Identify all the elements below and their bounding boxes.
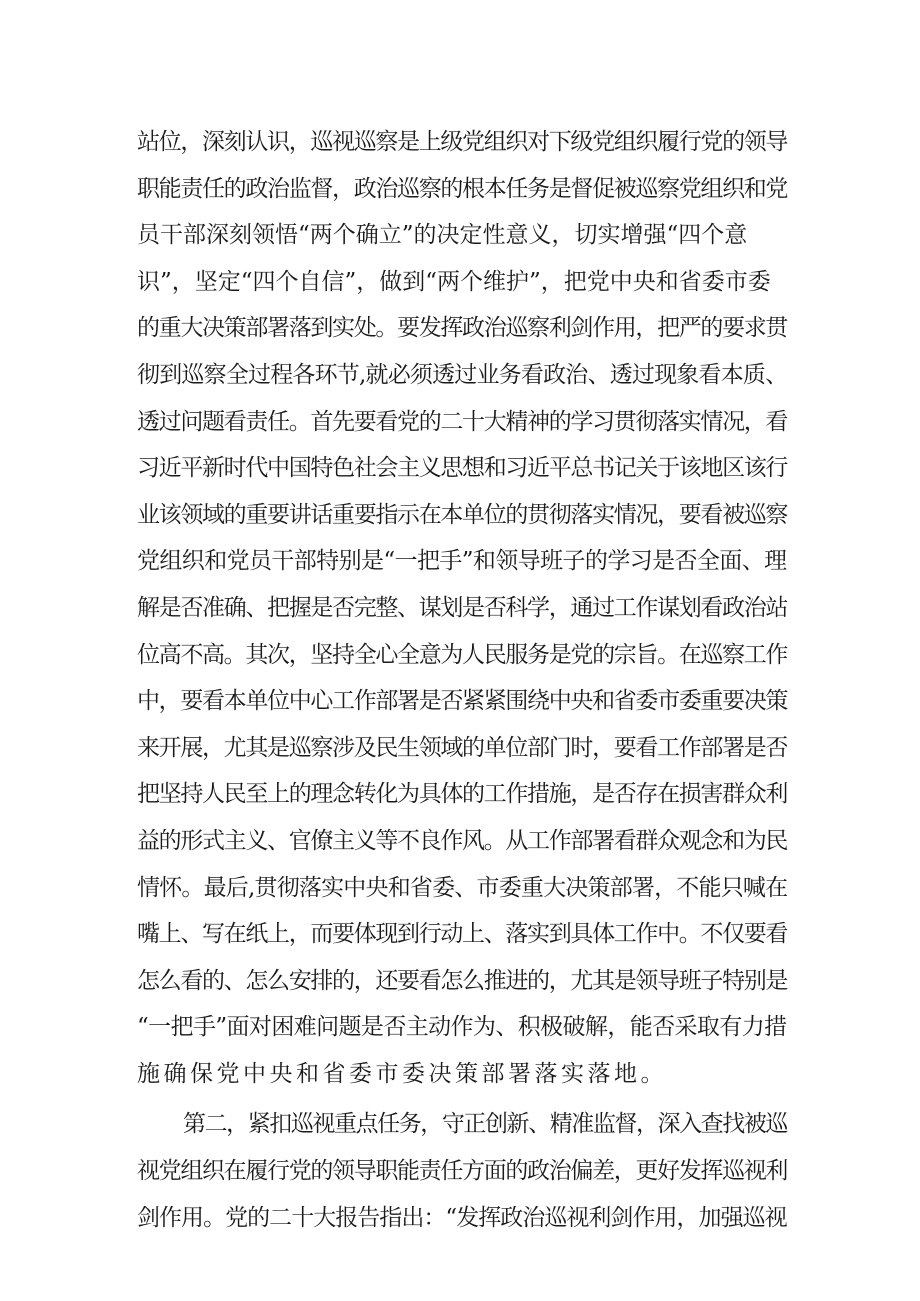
text-line: 益的形式主义、官僚主义等不良作风。从工作部署看群众观念和为民 bbox=[137, 827, 788, 854]
text-line: 施确保党中央和省委市委决策部署落实落地。 bbox=[137, 1060, 667, 1087]
text-line: 情怀。最后,贯彻落实中央和省委、市委重大决策部署，不能只喊在 bbox=[137, 874, 788, 901]
body-text bbox=[137, 119, 787, 1241]
text-line: 视党组织在履行党的领导职能责任方面的政治偏差，更好发挥巡视利 bbox=[137, 1158, 788, 1185]
text-line: 嘴上、写在纸上，而要体现到行动上、落实到具体工作中。不仅要看 bbox=[137, 921, 788, 948]
text-line: 第二，紧扣巡视重点任务，守正创新、精准监督，深入查找被巡 bbox=[183, 1111, 787, 1138]
text-line: 怎么看的、怎么安排的，还要看怎么推进的，尤其是领导班子特别是 bbox=[137, 967, 788, 994]
paragraph-1 bbox=[137, 119, 787, 1097]
text-line: “一把手”面对困难问题是否主动作为、积极破解，能否采取有力措 bbox=[137, 1014, 787, 1041]
text-line: 解是否准确、把握是否完整、谋划是否科学，通过工作谋划看政治站 bbox=[137, 594, 788, 621]
text-line: 位高不高。其次，坚持全心全意为人民服务是党的宗旨。在巡察工作 bbox=[137, 641, 788, 668]
text-line: 透过问题看责任。首先要看党的二十大精神的学习贯彻落实情况，看 bbox=[137, 408, 788, 435]
text-line: 的重大决策部署落到实处。要发挥政治巡察利剑作用，把严的要求贯 bbox=[137, 315, 788, 342]
text-line: 彻到巡察全过程各环节,就必须透过业务看政治、透过现象看本质、 bbox=[137, 361, 788, 388]
text-line: 识”，坚定“四个自信”，做到“两个维护”，把党中央和省委市委 bbox=[137, 268, 771, 295]
text-line: 职能责任的政治监督，政治巡察的根本任务是督促被巡察党组织和党 bbox=[137, 175, 788, 202]
text-line: 中，要看本单位中心工作部署是否紧紧围绕中央和省委市委重要决策 bbox=[137, 688, 788, 715]
paragraph-2 bbox=[137, 1101, 787, 1241]
text-line: 员干部深刻领悟“两个确立”的决定性意义，切实增强“四个意 bbox=[137, 222, 748, 249]
text-line: 业该领域的重要讲话重要指示在本单位的贯彻落实情况，要看被巡察 bbox=[137, 501, 788, 528]
text-line: 剑作用。党的二十大报告指出：“发挥政治巡视利剑作用，加强巡视 bbox=[137, 1204, 787, 1231]
text-line: 党组织和党员干部特别是“一把手”和领导班子的学习是否全面、理 bbox=[137, 548, 787, 575]
text-line: 来开展，尤其是巡察涉及民生领域的单位部门时，要看工作部署是否 bbox=[137, 734, 788, 761]
text-line: 站位，深刻认识，巡视巡察是上级党组织对下级党组织履行党的领导 bbox=[137, 129, 788, 155]
text-line: 把坚持人民至上的理念转化为具体的工作措施，是否存在损害群众利 bbox=[137, 781, 788, 808]
text-line: 习近平新时代中国特色社会主义思想和习近平总书记关于该地区该行 bbox=[137, 455, 788, 482]
